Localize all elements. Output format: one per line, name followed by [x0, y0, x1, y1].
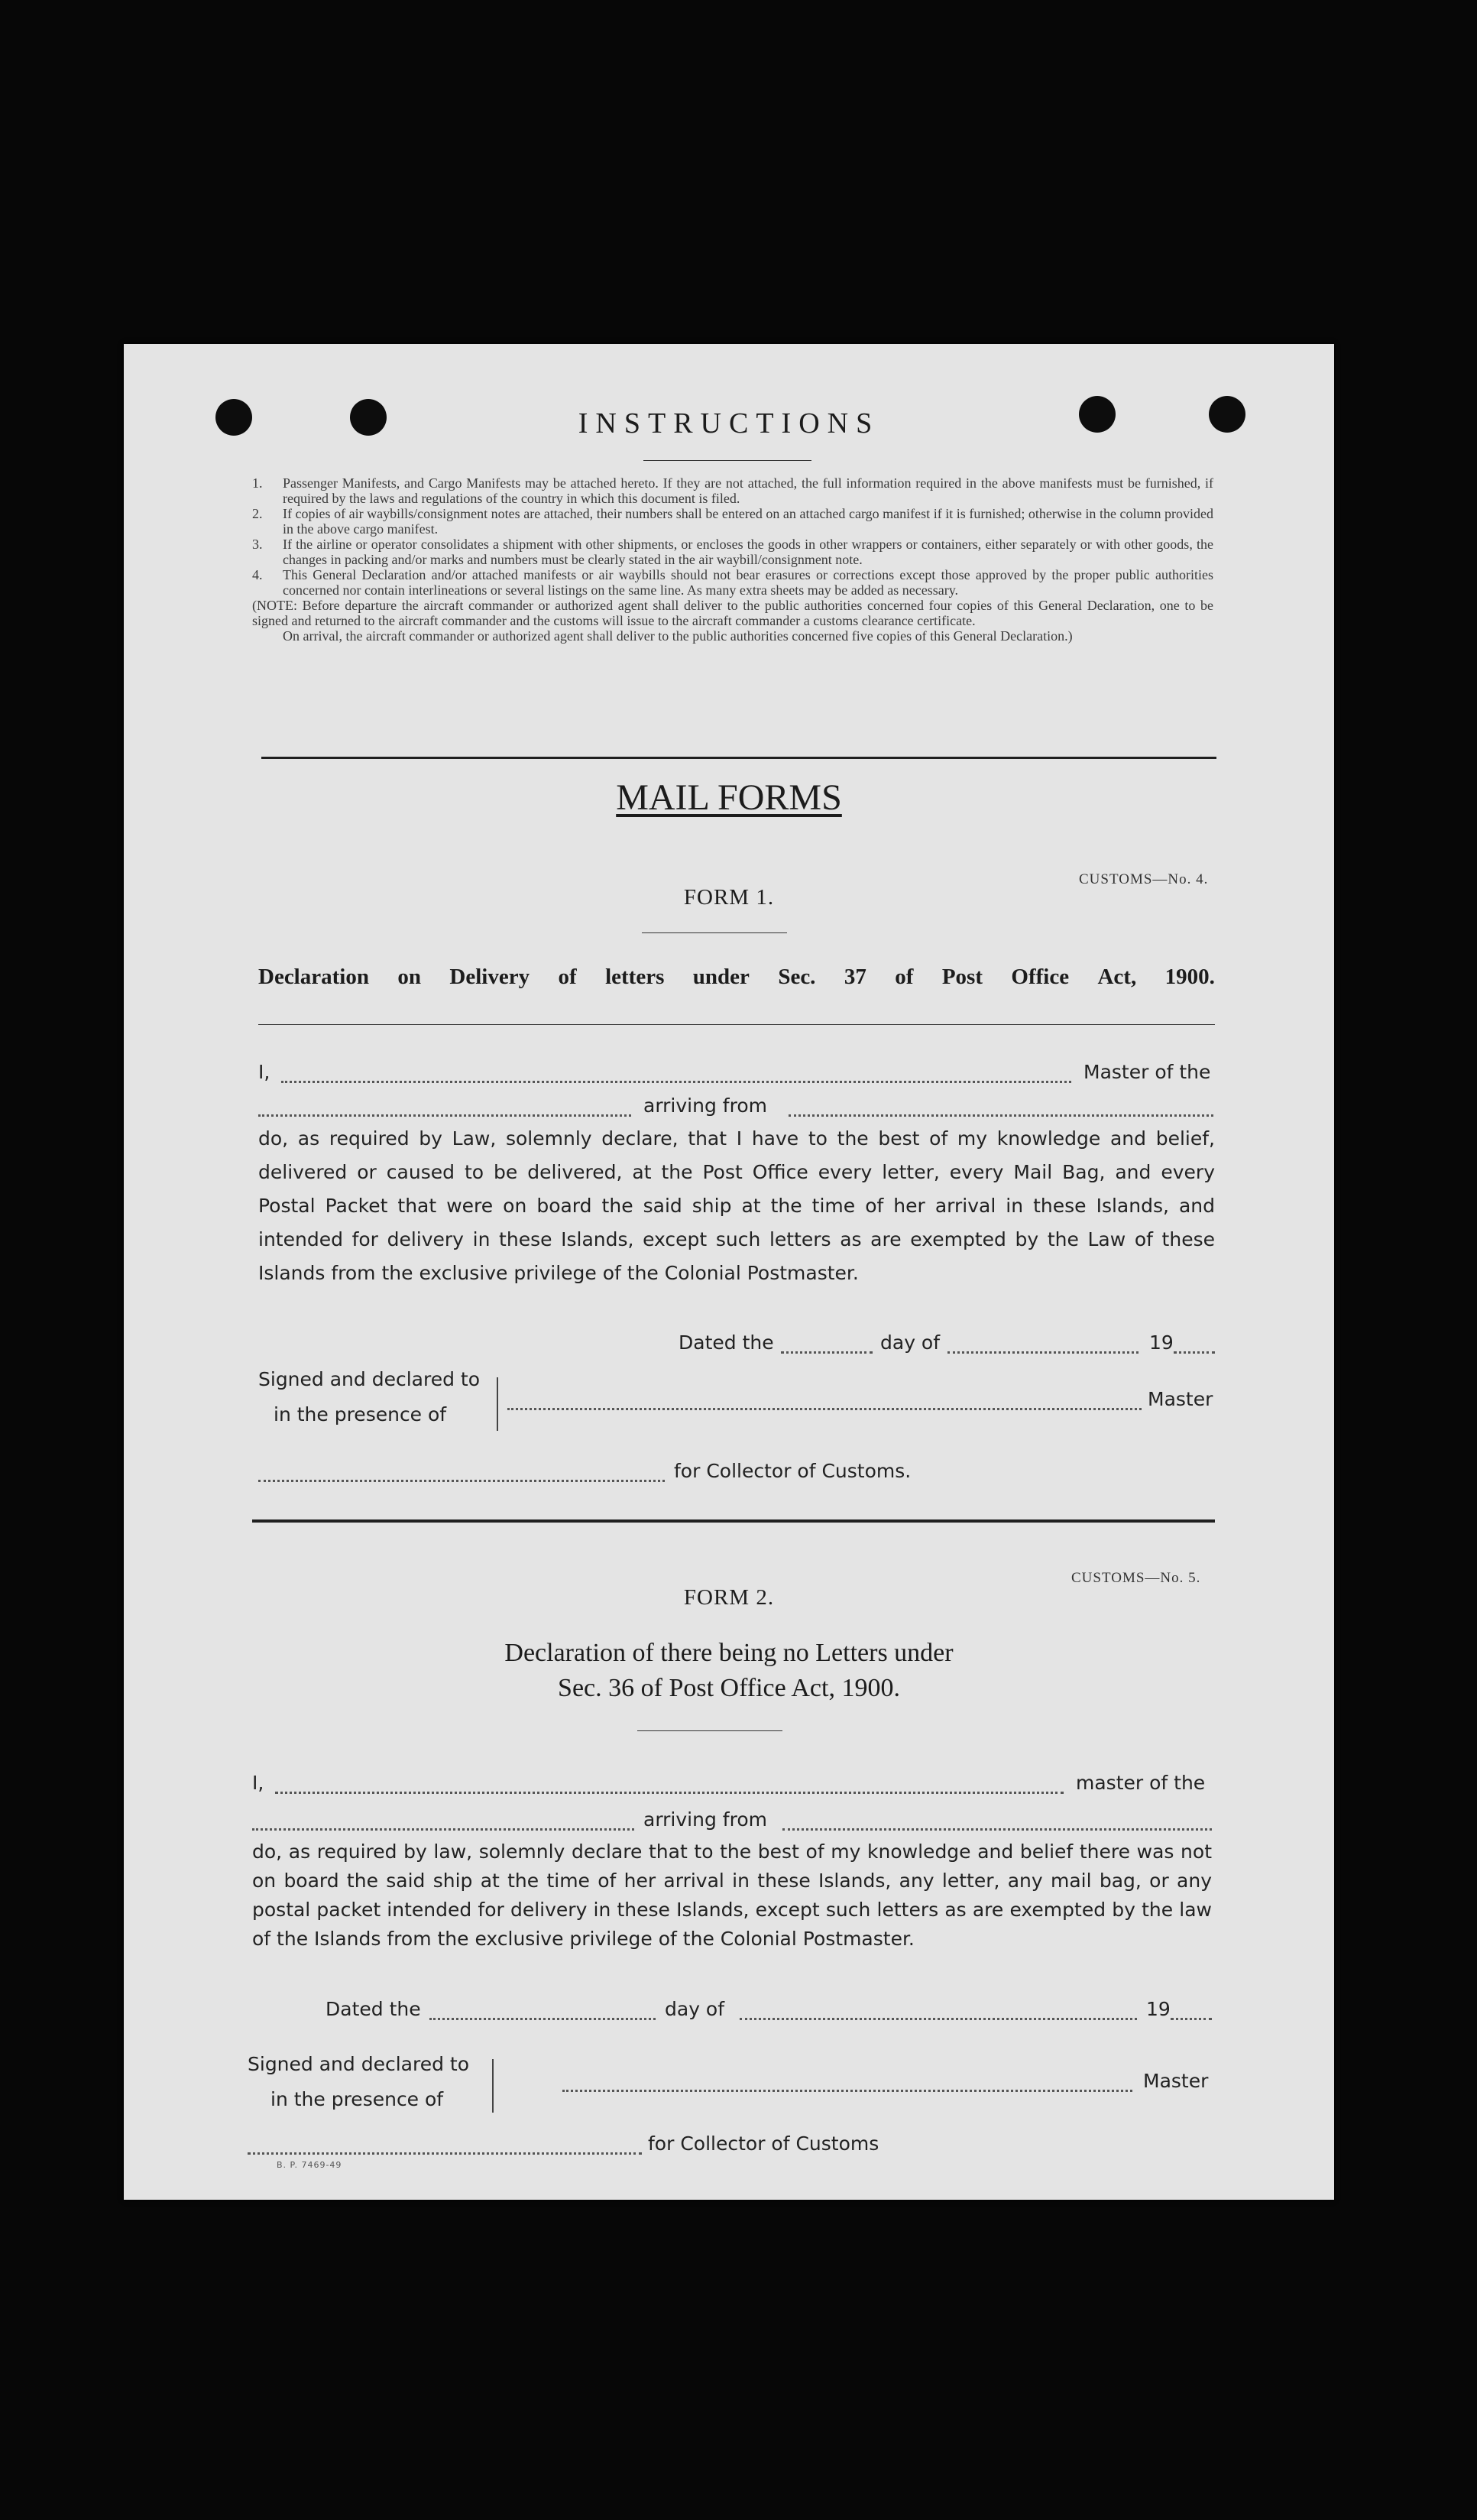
form-2-declaration-line-2: Sec. 36 of Post Office Act, 1900.: [558, 1674, 900, 1702]
ship-name-field[interactable]: [252, 1828, 634, 1831]
form-1-presence-label: in the presence of: [274, 1403, 447, 1425]
declaration-word: 1900.: [1164, 965, 1215, 989]
declaration-word: 37: [844, 965, 866, 989]
form-2-dated-label: Dated the: [326, 1998, 421, 2020]
instruction-note-arrival: On arrival, the aircraft commander or authorized agent shall deliver to the public authorities concerned five copies of this General Declaration.): [283, 628, 1073, 644]
form-1-collector-label: for Collector of Customs.: [674, 1460, 912, 1482]
form-1-declaration-body: do, as required by Law, solemnly declare, that I have to the best of my knowledge and belief, delivered or caused to be delivered, at the Post Office every letter, every Mail Bag, and every Postal Packet that were on board the said ship at the time of her arrival in these Islands, and intended for delivery in these Islands, except such letters as are exempted by the Law of these Islands from the exclusive privilege of the Colonial Postmaster.: [258, 1127, 1215, 1284]
item-number: 4.: [252, 567, 263, 582]
instruction-note: (NOTE: Before departure the aircraft commander or authorized agent shall deliver to the public authorities concerned four copies of this General Declaration, one to be signed and returned to the aircraft commander and the customs will issue to the aircraft commander a customs clearance certificate.: [252, 598, 1213, 628]
instructions-list: [252, 475, 1213, 644]
instruction-item: [252, 475, 1213, 506]
ship-name-field[interactable]: [258, 1114, 631, 1117]
form-1-master-of-label: Master of the: [1083, 1061, 1211, 1083]
arriving-from-field[interactable]: [789, 1114, 1213, 1117]
declaration-word: under: [692, 965, 750, 989]
form-2-collector-label: for Collector of Customs: [648, 2132, 879, 2155]
form-divider: [252, 1519, 1215, 1523]
declaration-word: Delivery: [449, 965, 530, 989]
form-2-arriving-label: arriving from: [643, 1808, 767, 1831]
form-title-rule: [637, 1730, 782, 1731]
form-2-day-of-label: day of: [665, 1998, 725, 2020]
master-signature-field[interactable]: [562, 2090, 1132, 2092]
form-1-day-of-label: day of: [880, 1331, 941, 1354]
instructions-title: INSTRUCTIONS: [578, 407, 880, 439]
form-1-i-label: I,: [258, 1061, 270, 1083]
collector-signature-field[interactable]: [258, 1480, 665, 1482]
declaration-word: of: [558, 965, 577, 989]
printer-code: B. P. 7469-49: [277, 2160, 342, 2170]
instruction-item: [252, 506, 1213, 537]
form-title-rule: [642, 932, 787, 933]
customs-number: CUSTOMS—No. 4.: [1079, 871, 1209, 887]
form-1-dated-label: Dated the: [679, 1331, 774, 1354]
form-1-title: FORM 1.: [683, 885, 775, 910]
form-2-year-label: 19: [1146, 1998, 1171, 2020]
declaration-word: of: [895, 965, 914, 989]
customs-number: CUSTOMS—No. 5.: [1071, 1570, 1201, 1586]
date-month-field[interactable]: [740, 2018, 1137, 2020]
instruction-item: [252, 537, 1213, 567]
date-day-field[interactable]: [781, 1351, 873, 1354]
title-underline: [643, 460, 811, 461]
form-2-presence-label: in the presence of: [270, 2088, 444, 2110]
master-name-field[interactable]: [281, 1081, 1071, 1083]
form-2-signed-label: Signed and declared to: [248, 2053, 469, 2075]
arriving-from-field[interactable]: [782, 1828, 1212, 1831]
form-2-master-label: Master: [1143, 2070, 1209, 2092]
master-signature-field[interactable]: [507, 1408, 1142, 1410]
form-1-year-label: 19: [1149, 1331, 1174, 1354]
declaration-word: Office: [1011, 965, 1070, 989]
declaration-rule: [258, 1024, 1215, 1025]
item-text: If the airline or operator consolidates a shipment with other shipments, or encloses the goods in other wrappers or containers, either separately or with other goods, the changes in packing and/or marks and numbers must be clearly stated in the air waybill/consignment note.: [283, 537, 1213, 567]
form-1-signed-label: Signed and declared to: [258, 1368, 480, 1390]
form-1-master-label: Master: [1148, 1388, 1213, 1410]
date-day-field[interactable]: [429, 2018, 656, 2020]
master-name-field[interactable]: [275, 1792, 1064, 1794]
item-number: 2.: [252, 506, 263, 521]
date-year-field[interactable]: [1171, 2018, 1212, 2020]
item-number: 1.: [252, 475, 263, 491]
declaration-word: letters: [605, 965, 665, 989]
form-1-declaration-title: [258, 965, 1215, 990]
section-divider: [261, 757, 1216, 759]
item-number: 3.: [252, 537, 263, 552]
item-text: This General Declaration and/or attached manifests or air waybills should not bear erasures or corrections except those approved by the proper public authorities concerned nor contain interlineations or several listings on the same line. As many extra sheets may be added as necessary.: [283, 567, 1213, 598]
declaration-word: Act,: [1097, 965, 1137, 989]
declaration-word: Post: [941, 965, 983, 989]
form-1-arriving-label: arriving from: [643, 1095, 767, 1117]
date-year-field[interactable]: [1174, 1351, 1215, 1354]
form-2-master-of-label: master of the: [1076, 1772, 1206, 1794]
instruction-item: [252, 567, 1213, 598]
form-2-i-label: I,: [252, 1772, 264, 1794]
declaration-word: Sec.: [778, 965, 816, 989]
declaration-word: on: [397, 965, 422, 989]
item-text: Passenger Manifests, and Cargo Manifests may be attached hereto. If they are not attached, the full information required in the above manifests must be furnished, if required by the laws and regulations of the country in which this document is filed.: [283, 475, 1213, 506]
collector-signature-field[interactable]: [248, 2152, 642, 2155]
form-2-declaration-line-1: Declaration of there being no Letters under: [504, 1639, 954, 1667]
bracket-icon: [489, 1377, 498, 1431]
form-2-declaration-body: do, as required by law, solemnly declare that to the best of my knowledge and belief there was not on board the said ship at the time of her arrival in these Islands, any letter, any mail bag, or any postal packet intended for delivery in these Islands, except such letters as are exempted by the law of the Islands from the exclusive privilege of the Colonial Postmaster.: [252, 1841, 1212, 1950]
date-month-field[interactable]: [947, 1351, 1139, 1354]
form-sheet: [124, 344, 1334, 2200]
declaration-word: Declaration: [258, 965, 369, 989]
mail-forms-title: MAIL FORMS: [616, 777, 842, 818]
form-2-title: FORM 2.: [683, 1585, 775, 1610]
item-text: If copies of air waybills/consignment notes are attached, their numbers shall be entered on an attached cargo manifest if it is furnished; otherwise in the column provided in the above cargo manifest.: [283, 506, 1213, 537]
bracket-icon: [484, 2059, 494, 2113]
